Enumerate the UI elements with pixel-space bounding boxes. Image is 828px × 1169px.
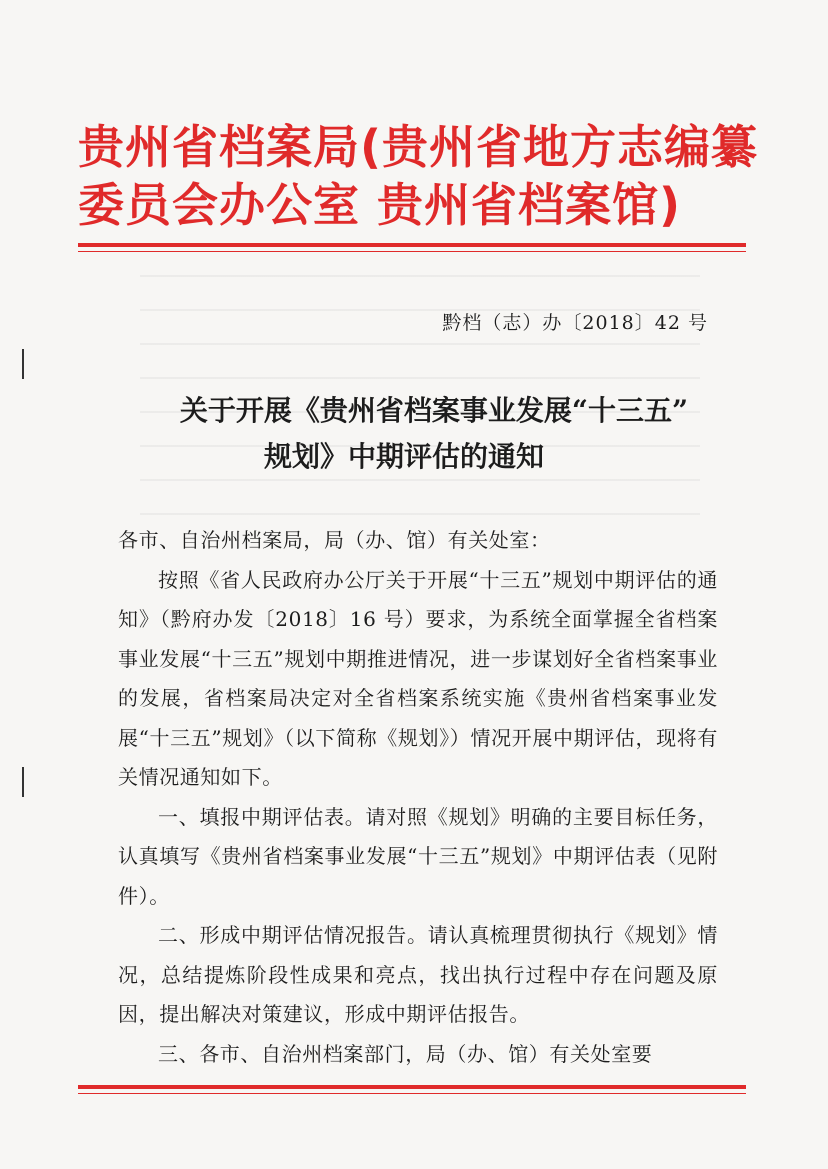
- issuing-authority-header: [78, 118, 758, 234]
- notice-title-line-2: 规划》中期评估的通知: [263, 440, 544, 473]
- binding-mark: [22, 349, 24, 379]
- red-divider-bottom-thick: [78, 1085, 746, 1089]
- binding-mark: [22, 767, 24, 797]
- header-line-2: 委员会办公室 贵州省档案馆): [78, 178, 682, 232]
- body-paragraph: 按照《省人民政府办公厅关于开展“十三五”规划中期评估的通知》（黔府办发〔2018〕16 号）要求，为系统全面掌握全省档案事业发展“十三五”规划中期推进情况，进一步谋划好全省档案事业的发展，省档案局决定对全省档案系统实施《贵州省档案事业发展“十三五”规划》（以下简称《规划》）情况开展中期评估，现将有关情况通知如下。: [118, 567, 718, 789]
- red-divider-thin: [78, 251, 746, 252]
- body-paragraph: 二、形成中期评估情况报告。请认真梳理贯彻执行《规划》情况，总结提炼阶段性成果和亮点，找出执行过程中存在问题及原因，提出解决对策建议，形成中期评估报告。: [118, 923, 718, 1026]
- red-divider-bottom-thin: [78, 1093, 746, 1094]
- red-divider-thick: [78, 243, 746, 247]
- notice-title-line-1: 关于开展《贵州省档案事业发展“十三五”: [179, 394, 689, 427]
- salutation: 各市、自治州档案局，局（办、馆）有关处室：: [118, 528, 551, 552]
- body-paragraph: 三、各市、自治州档案部门，局（办、馆）有关处室要: [158, 1041, 653, 1066]
- notice-body: [118, 521, 718, 1074]
- header-line-1: 贵州省档案局(贵州省地方志编纂: [78, 120, 759, 174]
- document-number: 黔档（志）办〔2018〕42 号: [442, 312, 708, 334]
- body-paragraph: 一、填报中期评估表。请对照《规划》明确的主要目标任务，认真填写《贵州省档案事业发展“十三五”规划》中期评估表（见附件）。: [118, 804, 718, 908]
